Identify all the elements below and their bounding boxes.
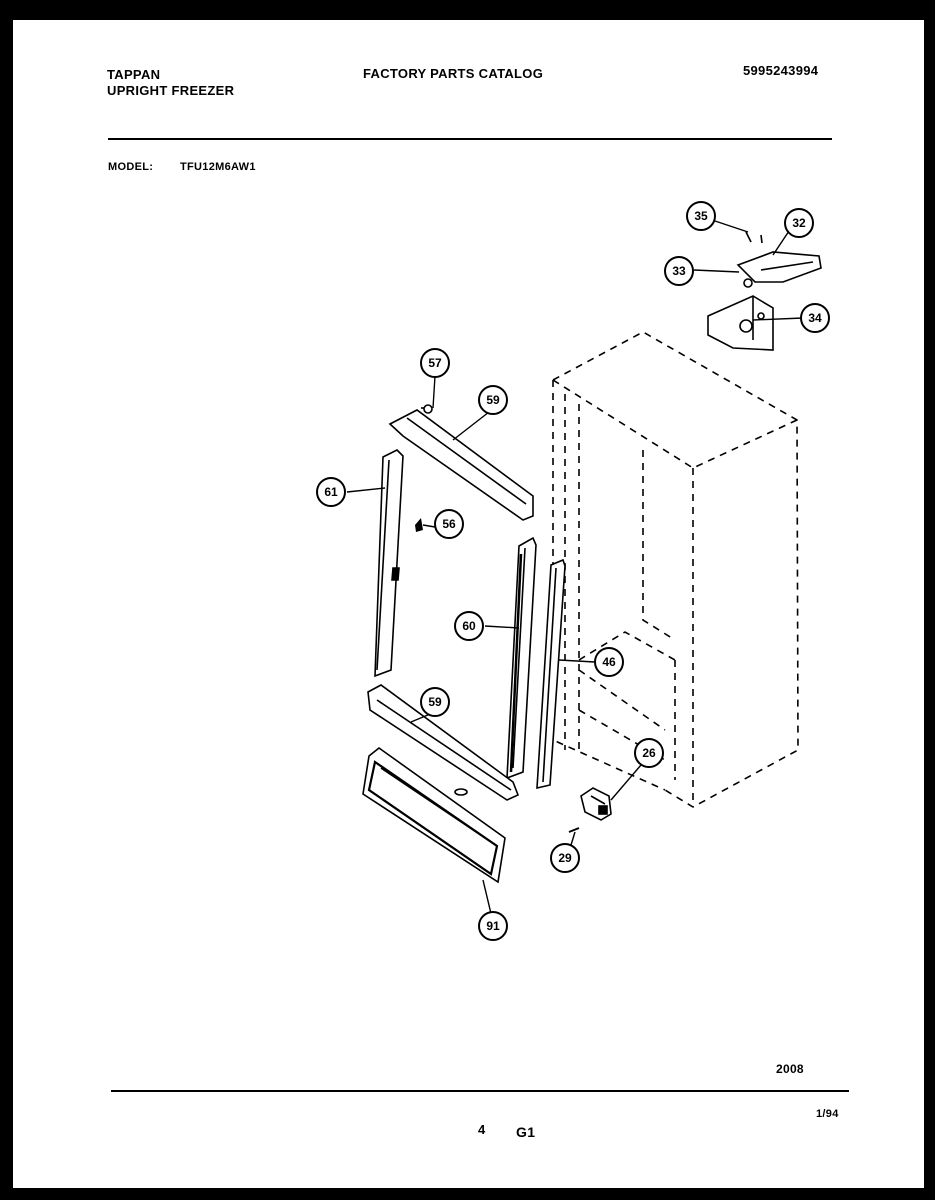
model-label: MODEL: xyxy=(108,161,154,173)
top-hinge-assembly xyxy=(708,232,821,350)
callout-label: 46 xyxy=(602,655,616,669)
callout-label: 57 xyxy=(428,356,442,370)
callout-label: 34 xyxy=(808,311,822,325)
right-door-frame xyxy=(507,538,536,778)
callout-32 xyxy=(785,209,813,237)
callout-label: 29 xyxy=(558,851,572,865)
exploded-parts-diagram xyxy=(13,20,924,1188)
footer-rule xyxy=(111,1090,849,1092)
callout-29 xyxy=(551,844,579,872)
catalog-number: 5995243994 xyxy=(743,63,819,78)
callout-label: 33 xyxy=(672,264,686,278)
callout-label: 59 xyxy=(486,393,500,407)
callout-59 xyxy=(479,386,507,414)
callout-57 xyxy=(421,349,449,377)
callout-91 xyxy=(479,912,507,940)
callout-label: 35 xyxy=(694,209,708,223)
callout-61 xyxy=(317,478,345,506)
part-56 xyxy=(415,518,423,532)
section-code: G1 xyxy=(516,1124,536,1140)
screw-29 xyxy=(569,828,579,832)
callout-33 xyxy=(665,257,693,285)
model-number: TFU12M6AW1 xyxy=(180,161,256,173)
callout-label: 60 xyxy=(462,619,476,633)
product-name: UPRIGHT FREEZER xyxy=(107,83,235,98)
brand-name: TAPPAN xyxy=(107,67,161,82)
cabinet-outline xyxy=(553,332,798,807)
callout-56 xyxy=(435,510,463,538)
diagram-code: 2008 xyxy=(776,1062,804,1076)
callout-26 xyxy=(635,739,663,767)
callout-60 xyxy=(455,612,483,640)
callout-label: 26 xyxy=(642,746,656,760)
callout-34 xyxy=(801,304,829,332)
catalog-page xyxy=(13,20,924,1188)
callout-label: 61 xyxy=(324,485,338,499)
callout-59 xyxy=(421,688,449,716)
callout-label: 56 xyxy=(442,517,456,531)
callout-35 xyxy=(687,202,715,230)
gasket-strip xyxy=(537,560,565,788)
revision-date: 1/94 xyxy=(816,1108,839,1120)
left-door-frame xyxy=(375,450,403,676)
bottom-hinge xyxy=(581,788,611,820)
top-door-frame xyxy=(390,405,533,520)
page-number: 4 xyxy=(478,1122,486,1137)
callout-label: 59 xyxy=(428,695,442,709)
catalog-title: FACTORY PARTS CATALOG xyxy=(363,66,544,81)
callout-label: 91 xyxy=(486,919,500,933)
callout-46 xyxy=(595,648,623,676)
callout-label: 32 xyxy=(792,216,806,230)
